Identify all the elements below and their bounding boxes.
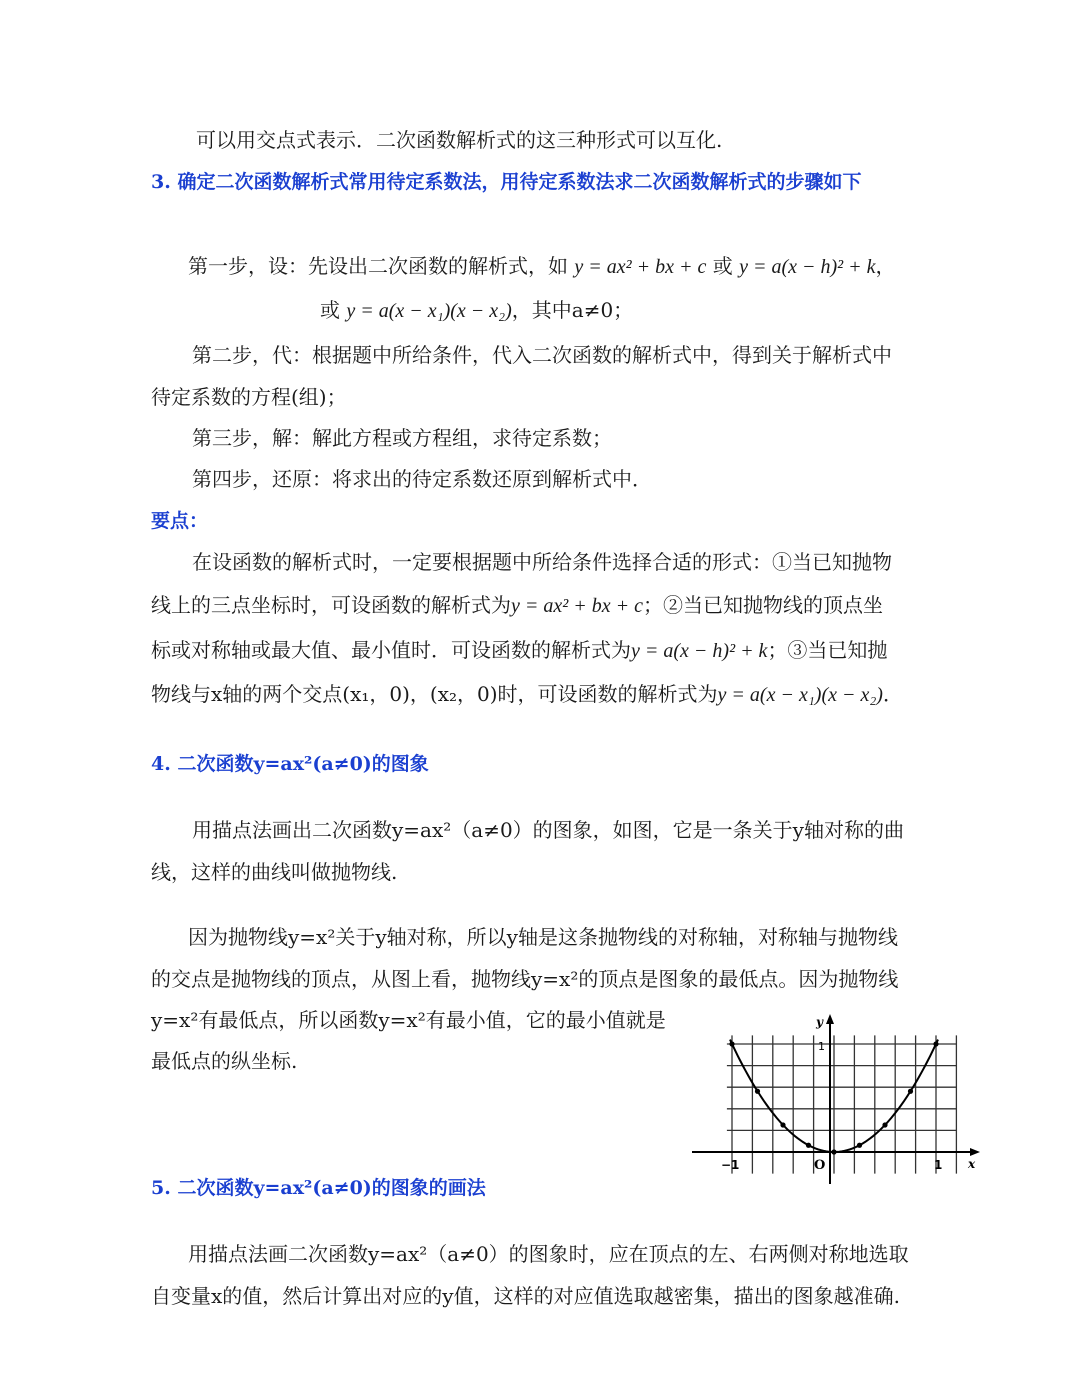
key-label: 要点： — [151, 510, 209, 532]
s4-p2-line1: 因为抛物线y=x²关于y轴对称，所以y轴是这条抛物线的对称轴，对称轴与抛物线 — [188, 925, 898, 949]
step2-line1: 第二步，代：根据题中所给条件，代入二次函数的解析式中，得到关于解析式中 — [192, 343, 892, 367]
data-point — [729, 1041, 734, 1046]
key-line2 — [151, 591, 883, 620]
x-axis-label: x — [968, 1157, 976, 1171]
data-point — [831, 1149, 836, 1154]
formula-general: y = ax² + bx + c — [574, 256, 707, 278]
data-point — [908, 1089, 913, 1094]
step2-line2: 待定系数的方程(组)； — [151, 385, 347, 409]
key-line3-tail: ；③当已知抛 — [767, 638, 888, 662]
key-line2-text: 线上的三点坐标时，可设函数的解析式为 — [151, 593, 511, 617]
formula-intercept: y = a(x − x₁)(x − x₂) — [346, 300, 512, 322]
key-formula-general: y = ax² + bx + c — [511, 595, 643, 617]
data-point — [806, 1143, 811, 1148]
parabola-graph — [690, 1012, 985, 1187]
section5-heading: 5. 二次函数y=ax²(a≠0)的图象的画法 — [151, 1177, 486, 1199]
step1-text: 第一步，设：先设出二次函数的解析式，如 — [188, 254, 568, 278]
y-axis-label: y — [816, 1015, 823, 1029]
data-point — [882, 1122, 887, 1127]
step4-line: 第四步，还原：将求出的待定系数还原到解析式中． — [192, 467, 652, 491]
s4-p2-line3: y=x²有最低点，所以函数y=x²有最小值，它的最小值就是 — [151, 1008, 666, 1032]
data-point — [755, 1089, 760, 1094]
key-line4 — [151, 680, 903, 709]
key-line3 — [151, 636, 887, 665]
tick-label-y1: 1 — [818, 1040, 825, 1053]
formula-vertex: y = a(x − h)² + k — [739, 256, 876, 278]
key-line2-tail: ；②当已知抛物线的顶点坐 — [643, 593, 883, 617]
key-line4-text: 物线与x轴的两个交点(x₁，0)，(x₂，0)时，可设函数的解析式为 — [151, 682, 718, 706]
step1-line2 — [320, 296, 633, 325]
key-line1: 在设函数的解析式时，一定要根据题中所给条件选择合适的形式：①当已知抛物 — [192, 550, 892, 574]
s4-p2-line4: 最低点的纵坐标. — [151, 1049, 298, 1073]
s4-p2-line2: 的交点是抛物线的顶点，从图上看，抛物线y=x²的顶点是图象的最低点。因为抛物线 — [151, 967, 899, 991]
s5-p1-line1: 用描点法画二次函数y=ax²（a≠0）的图象时，应在顶点的左、右两侧对称地选取 — [188, 1242, 909, 1266]
data-point — [780, 1122, 785, 1127]
step1-or: 或 — [712, 254, 733, 278]
section3-heading: 3. 确定二次函数解析式常用待定系数法，用待定系数法求二次函数解析式的步骤如下 — [151, 171, 862, 193]
intro-line: 可以用交点式表示．二次函数解析式的这三种形式可以互化. — [196, 128, 723, 152]
tick-label-pos1: 1 — [934, 1158, 943, 1172]
origin-label: O — [814, 1158, 826, 1173]
step1-line — [188, 252, 896, 281]
s4-p1-line2: 线，这样的曲线叫做抛物线. — [151, 860, 398, 884]
key-line3-text: 标或对称轴或最大值、最小值时．可设函数的解析式为 — [151, 638, 631, 662]
step1-comma: ， — [875, 254, 896, 278]
key-formula-intercept: y = a(x − x₁)(x − x₂) — [717, 684, 883, 706]
step1-or2: 或 — [320, 298, 340, 322]
data-point — [857, 1143, 862, 1148]
step3-line: 第三步，解：解此方程或方程组，求待定系数； — [192, 426, 612, 450]
y-axis-arrow — [826, 1014, 834, 1024]
s4-p1-line1: 用描点法画出二次函数y=ax²（a≠0）的图象，如图，它是一条关于y轴对称的曲 — [192, 818, 904, 842]
key-formula-vertex: y = a(x − h)² + k — [631, 640, 768, 662]
data-point — [933, 1041, 938, 1046]
section4-heading: 4. 二次函数y=ax²(a≠0)的图象 — [151, 753, 429, 775]
key-line4-tail: ． — [882, 682, 903, 706]
tick-label-neg1: −1 — [721, 1158, 740, 1172]
s5-p1-line2: 自变量x的值，然后计算出对应的y值，这样的对应值选取越密集，描出的图象越准确. — [151, 1284, 900, 1308]
x-axis-arrow — [970, 1148, 980, 1156]
step1-tail: ，其中a≠0； — [511, 298, 634, 322]
